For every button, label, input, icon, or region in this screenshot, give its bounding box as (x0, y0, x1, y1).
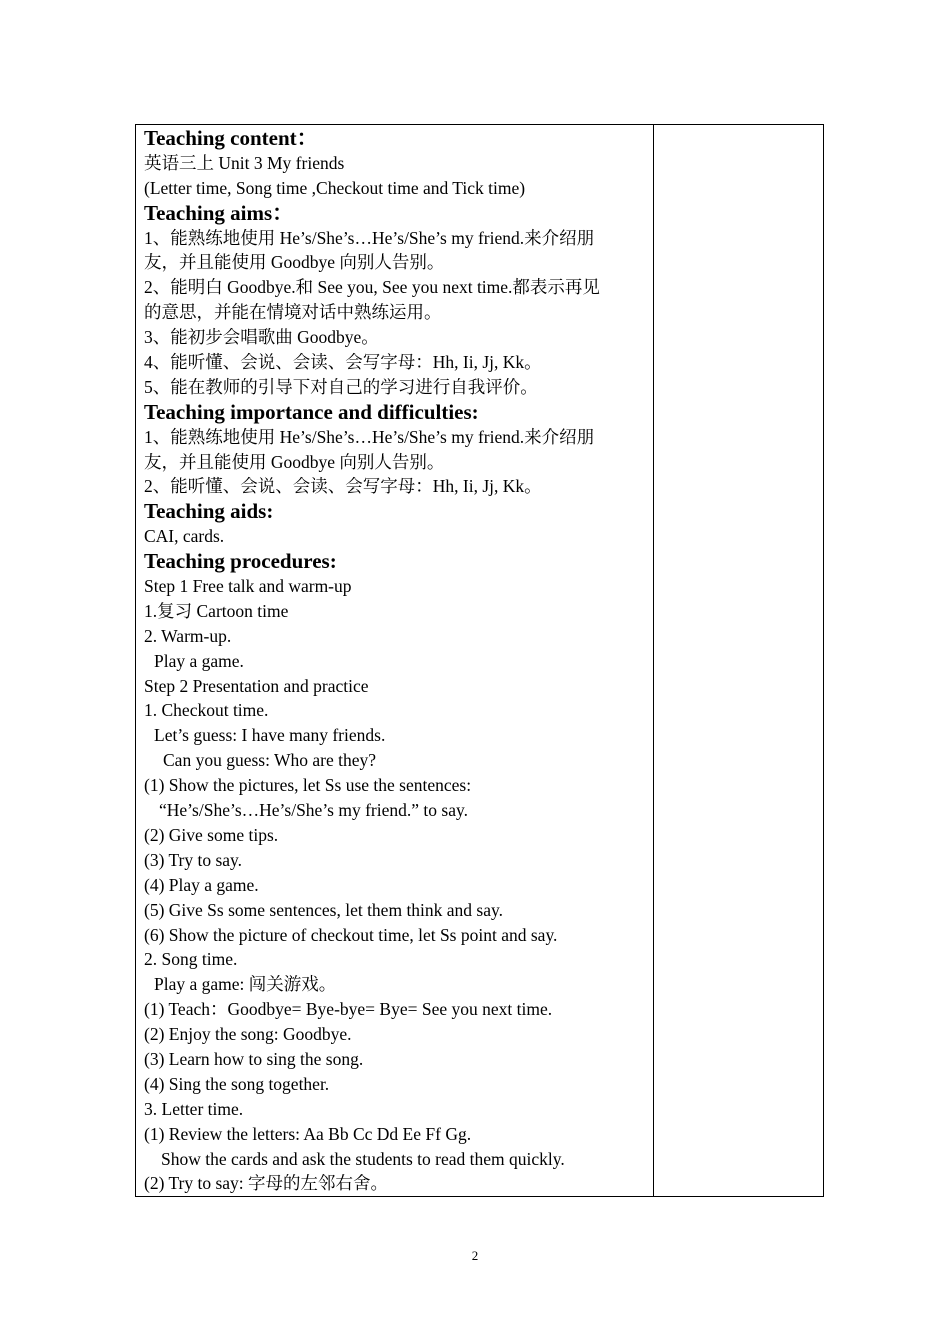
procedure-line: Can you guess: Who are they? (163, 750, 377, 771)
procedure-line: (5) Give Ss some sentences, let them think and say. (144, 899, 503, 920)
teaching-aids-heading: Teaching aids: (144, 499, 274, 524)
procedure-line: (1) Teach：Goodbye= Bye-bye= Bye= See you next time. (144, 999, 553, 1020)
procedure-line: 3. Letter time. (144, 1098, 244, 1119)
teaching-importance-heading: Teaching importance and difficulties: (144, 399, 479, 424)
procedure-line: 1.复习 Cartoon time (144, 600, 289, 621)
aids-line: CAI, cards. (144, 526, 225, 547)
aims-line: 5、能在教师的引导下对自己的学习进行自我评价。 (144, 376, 538, 397)
procedure-line: Step 1 Free talk and warm-up (144, 576, 352, 597)
importance-line: 2、能听懂、会说、会读、会写字母：Hh, Ii, Jj, Kk。 (144, 476, 542, 497)
procedure-line: “He’s/She’s…He’s/She’s my friend.” to say. (159, 800, 468, 821)
procedure-line: (6) Show the picture of checkout time, let Ss point and say. (144, 924, 558, 945)
aims-line: 的意思，并能在情境对话中熟练运用。 (144, 302, 442, 323)
teaching-aims-heading: Teaching aims： (144, 200, 294, 225)
procedure-line: (1) Show the pictures, let Ss use the sentences: (144, 775, 472, 796)
procedure-line: Show the cards and ask the students to read them quickly. (161, 1148, 565, 1169)
lesson-plan-table (135, 124, 824, 1197)
procedure-line: Play a game: 闯关游戏。 (154, 974, 337, 995)
aims-line: 2、能明白 Goodbye.和 See you, See you next time.都表示再见 (144, 277, 600, 298)
page-number: 2 (471, 1248, 479, 1263)
aims-line: 4、能听懂、会说、会读、会写字母：Hh, Ii, Jj, Kk。 (144, 352, 542, 373)
procedure-line: (2) Enjoy the song: Goodbye. (144, 1024, 352, 1045)
procedure-line: 1. Checkout time. (144, 700, 269, 721)
procedure-line: (1) Review the letters: Aa Bb Cc Dd Ee Ff Gg. (144, 1123, 472, 1144)
procedure-line: (3) Try to say. (144, 849, 243, 870)
procedure-line: 2. Song time. (144, 949, 238, 970)
procedure-line: (3) Learn how to sing the song. (144, 1048, 364, 1069)
importance-line: 1、能熟练地使用 He’s/She’s…He’s/She’s my friend.来介绍朋 (144, 426, 595, 447)
aims-line: 3、能初步会唱歌曲 Goodbye。 (144, 327, 379, 348)
teaching-content-heading: Teaching content： (144, 126, 318, 150)
aims-line: 1、能熟练地使用 He’s/She’s…He’s/She’s my friend.来介绍朋 (144, 227, 595, 248)
notes-cell (654, 125, 824, 1197)
procedure-line: (2) Give some tips. (144, 824, 279, 845)
procedure-line: (4) Play a game. (144, 874, 259, 895)
teaching-procedures-heading: Teaching procedures: (144, 549, 337, 574)
procedure-line: 2. Warm-up. (144, 625, 232, 646)
aims-line: 友，并且能使用 Goodbye 向别人告别。 (144, 252, 445, 273)
table-row (136, 125, 824, 1197)
importance-line: 友，并且能使用 Goodbye 向别人告别。 (144, 451, 445, 472)
procedure-line: Let’s guess: I have many friends. (154, 725, 386, 746)
content-line: (Letter time, Song time ,Checkout time and Tick time) (144, 177, 526, 198)
procedure-line: (2) Try to say: 字母的左邻右舍。 (144, 1173, 389, 1194)
procedure-line: Step 2 Presentation and practice (144, 675, 369, 696)
procedure-line: (4) Sing the song together. (144, 1073, 330, 1094)
lesson-content-cell (136, 125, 654, 1197)
procedure-line: Play a game. (154, 650, 244, 671)
content-line: 英语三上 Unit 3 My friends (144, 152, 345, 173)
